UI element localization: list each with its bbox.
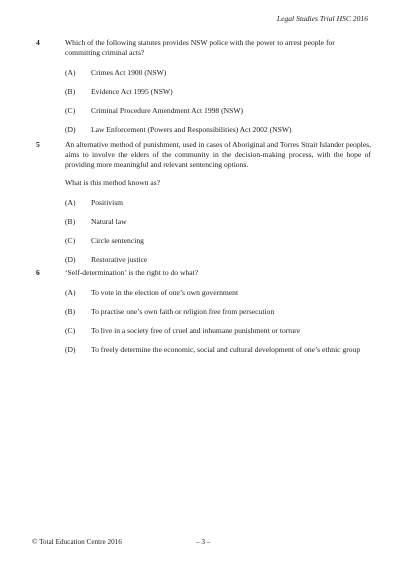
option-text: Evidence Act 1995 (NSW) bbox=[91, 86, 173, 96]
option-b bbox=[65, 217, 371, 227]
option-label: (D) bbox=[65, 124, 76, 134]
option-a bbox=[65, 198, 371, 208]
question-4 bbox=[36, 38, 371, 144]
question-number: 4 bbox=[36, 38, 40, 47]
question-prompt: What is this method known as? bbox=[65, 178, 161, 188]
option-list bbox=[65, 68, 371, 135]
question-number: 6 bbox=[36, 268, 40, 277]
option-text: To freely determine the economic, social and cultural development of one’s ethnic group bbox=[91, 344, 361, 354]
option-b bbox=[65, 87, 371, 97]
option-label: (A) bbox=[65, 67, 76, 77]
option-label: (D) bbox=[65, 344, 76, 354]
question-number: 5 bbox=[36, 140, 40, 149]
option-label: (C) bbox=[65, 325, 76, 335]
option-text: To live in a society free of cruel and inhumane punishment or torture bbox=[91, 325, 301, 335]
option-list bbox=[65, 198, 371, 265]
question-stem: ‘Self-determination’ is the right to do what? bbox=[65, 268, 199, 277]
option-d bbox=[65, 125, 371, 135]
option-label: (B) bbox=[65, 86, 76, 96]
question-stem: Which of the following statutes provides NSW police with the power to arrest people for committing criminal acts? bbox=[65, 38, 335, 57]
option-label: (D) bbox=[65, 255, 76, 265]
option-d bbox=[65, 345, 371, 355]
option-text: Crimes Act 1900 (NSW) bbox=[91, 67, 167, 77]
option-d bbox=[65, 255, 371, 265]
option-label: (B) bbox=[65, 217, 76, 227]
option-label: (A) bbox=[65, 287, 76, 297]
option-c bbox=[65, 106, 371, 116]
option-list bbox=[65, 288, 371, 355]
page-number: – 3 – bbox=[196, 538, 211, 546]
option-a bbox=[65, 68, 371, 78]
question-5 bbox=[36, 140, 371, 274]
option-c bbox=[65, 236, 371, 246]
footer-copyright: © Total Education Centre 2016 bbox=[32, 538, 122, 546]
option-text: Criminal Procedure Amendment Act 1998 (NSW) bbox=[91, 105, 244, 115]
option-text: Law Enforcement (Powers and Responsibilities) Act 2002 (NSW) bbox=[91, 124, 292, 134]
option-b bbox=[65, 307, 371, 317]
option-text: Positivism bbox=[91, 198, 124, 208]
question-6 bbox=[36, 268, 371, 364]
option-c bbox=[65, 326, 371, 336]
option-text: Circle sentencing bbox=[91, 236, 144, 246]
question-stem: An alternative method of punishment, used in cases of Aboriginal and Torres Strait Islander peoples, aims to involve the elders of the community in the decision-making process, with the hope of providing more meaningful and relevant sentencing options. bbox=[65, 140, 371, 169]
option-text: To vote in the election of one’s own government bbox=[91, 287, 239, 297]
option-label: (C) bbox=[65, 236, 76, 246]
option-label: (C) bbox=[65, 105, 76, 115]
running-header: Legal Studies Trial HSC 2016 bbox=[276, 14, 368, 23]
option-text: Natural law bbox=[91, 217, 127, 227]
option-a bbox=[65, 288, 371, 298]
option-text: To practise one’s own faith or religion free from persecution bbox=[91, 306, 275, 316]
option-label: (B) bbox=[65, 306, 76, 316]
option-text: Restorative justice bbox=[91, 255, 148, 265]
option-label: (A) bbox=[65, 198, 76, 208]
